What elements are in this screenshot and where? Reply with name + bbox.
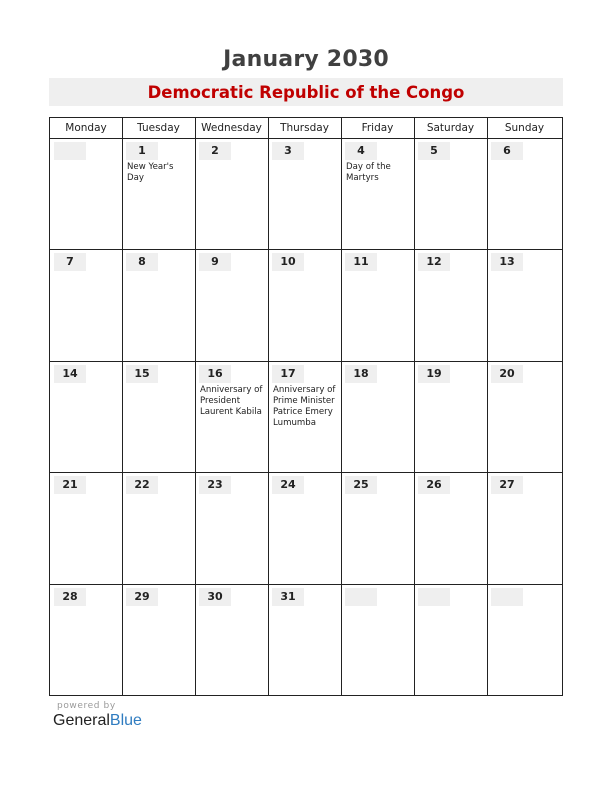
day-cell[interactable] bbox=[122, 473, 195, 584]
day-number-box bbox=[54, 142, 86, 160]
day-number: 8 bbox=[138, 255, 146, 268]
day-cell[interactable] bbox=[414, 585, 487, 696]
day-number: 16 bbox=[207, 367, 223, 380]
day-number: 31 bbox=[280, 590, 296, 603]
day-cell[interactable] bbox=[50, 473, 122, 584]
brand-blue: Blue bbox=[109, 712, 142, 729]
day-number-box bbox=[418, 142, 450, 160]
generalblue-logo[interactable] bbox=[53, 712, 142, 730]
day-cell[interactable] bbox=[341, 585, 414, 696]
calendar-title: January 2030 bbox=[223, 47, 389, 72]
day-number: 26 bbox=[426, 478, 442, 491]
day-number: 17 bbox=[280, 367, 296, 380]
day-number-box bbox=[126, 365, 158, 383]
day-cell[interactable] bbox=[268, 473, 341, 584]
day-number-box bbox=[345, 476, 377, 494]
day-number-box bbox=[272, 142, 304, 160]
day-number: 29 bbox=[134, 590, 150, 603]
day-number-box bbox=[491, 142, 523, 160]
day-cell[interactable] bbox=[50, 362, 122, 473]
day-cell[interactable] bbox=[341, 362, 414, 473]
day-number: 14 bbox=[62, 367, 78, 380]
day-number-box bbox=[491, 476, 523, 494]
day-cell[interactable] bbox=[341, 250, 414, 361]
day-number-box bbox=[199, 253, 231, 271]
day-number: 1 bbox=[138, 144, 146, 157]
day-number: 18 bbox=[353, 367, 369, 380]
country-band bbox=[49, 78, 563, 106]
day-number: 15 bbox=[134, 367, 150, 380]
day-cell[interactable] bbox=[268, 139, 341, 250]
day-cell[interactable] bbox=[268, 250, 341, 361]
day-number-box bbox=[126, 476, 158, 494]
day-number: 27 bbox=[499, 478, 515, 491]
day-number: 30 bbox=[207, 590, 223, 603]
day-number-box bbox=[272, 253, 304, 271]
day-number-box bbox=[126, 142, 158, 160]
day-number-box bbox=[126, 253, 158, 271]
day-number: 11 bbox=[353, 255, 369, 268]
day-cell[interactable] bbox=[195, 250, 268, 361]
day-number-box bbox=[272, 365, 304, 383]
day-number: 9 bbox=[211, 255, 219, 268]
day-number: 7 bbox=[66, 255, 74, 268]
day-number: 5 bbox=[430, 144, 438, 157]
country-name: Democratic Republic of the Congo bbox=[147, 83, 465, 102]
day-cell[interactable] bbox=[122, 139, 195, 250]
day-number-box bbox=[345, 365, 377, 383]
weekday-5: Saturday bbox=[426, 122, 475, 134]
day-cell[interactable] bbox=[122, 585, 195, 696]
day-number: 13 bbox=[499, 255, 515, 268]
day-cell[interactable] bbox=[414, 473, 487, 584]
day-number-box bbox=[272, 476, 304, 494]
day-number: 28 bbox=[62, 590, 78, 603]
powered-by-label: powered by bbox=[57, 701, 116, 711]
day-number bbox=[54, 142, 86, 160]
day-cell[interactable] bbox=[414, 250, 487, 361]
day-cell[interactable] bbox=[341, 473, 414, 584]
day-number: 6 bbox=[503, 144, 511, 157]
day-number-box bbox=[491, 365, 523, 383]
day-cell[interactable] bbox=[268, 585, 341, 696]
day-number: 10 bbox=[280, 255, 296, 268]
day-number bbox=[418, 588, 450, 606]
holiday-label: New Year's Day bbox=[127, 162, 174, 183]
day-cell[interactable] bbox=[122, 250, 195, 361]
weekday-1: Tuesday bbox=[137, 122, 180, 134]
weekday-0: Monday bbox=[65, 122, 107, 134]
day-number-box bbox=[272, 588, 304, 606]
day-cell[interactable] bbox=[487, 139, 562, 250]
day-number: 23 bbox=[207, 478, 223, 491]
day-number-box bbox=[345, 142, 377, 160]
day-cell[interactable] bbox=[487, 250, 562, 361]
day-number-box bbox=[199, 142, 231, 160]
day-number-box bbox=[418, 253, 450, 271]
day-cell[interactable] bbox=[122, 362, 195, 473]
day-number: 3 bbox=[284, 144, 292, 157]
day-cell[interactable] bbox=[487, 362, 562, 473]
day-cell[interactable] bbox=[414, 139, 487, 250]
day-number-box bbox=[54, 588, 86, 606]
day-number-box bbox=[491, 588, 523, 606]
day-cell[interactable] bbox=[50, 585, 122, 696]
day-cell[interactable] bbox=[195, 362, 268, 473]
day-number-box bbox=[418, 588, 450, 606]
holiday-label: Anniversary of President Laurent Kabila bbox=[200, 385, 263, 417]
day-number: 12 bbox=[426, 255, 442, 268]
day-number-box bbox=[345, 253, 377, 271]
day-number-box bbox=[418, 365, 450, 383]
day-number-box bbox=[126, 588, 158, 606]
day-number-box bbox=[54, 476, 86, 494]
day-cell[interactable] bbox=[195, 473, 268, 584]
day-number: 21 bbox=[62, 478, 78, 491]
day-number: 22 bbox=[134, 478, 150, 491]
day-cell[interactable] bbox=[341, 139, 414, 250]
day-number bbox=[345, 588, 377, 606]
day-number: 20 bbox=[499, 367, 515, 380]
day-number-box bbox=[345, 588, 377, 606]
day-number-box bbox=[199, 476, 231, 494]
day-number: 24 bbox=[280, 478, 296, 491]
day-cell[interactable] bbox=[195, 585, 268, 696]
weekday-3: Thursday bbox=[280, 122, 329, 134]
brand-general: General bbox=[53, 712, 110, 729]
day-number-box bbox=[199, 588, 231, 606]
day-cell[interactable] bbox=[50, 250, 122, 361]
day-cell[interactable] bbox=[487, 473, 562, 584]
day-number bbox=[491, 588, 523, 606]
day-cell[interactable] bbox=[50, 139, 122, 250]
day-number-box bbox=[418, 476, 450, 494]
weekday-6: Sunday bbox=[504, 122, 545, 134]
day-number-box bbox=[54, 365, 86, 383]
day-number-box bbox=[491, 253, 523, 271]
calendar-grid bbox=[49, 117, 563, 696]
day-cell[interactable] bbox=[195, 139, 268, 250]
weekday-4: Friday bbox=[361, 122, 394, 134]
day-number-box bbox=[54, 253, 86, 271]
weekday-header-row bbox=[50, 118, 562, 139]
day-cell[interactable] bbox=[487, 585, 562, 696]
day-cell[interactable] bbox=[414, 362, 487, 473]
weekday-2: Wednesday bbox=[201, 122, 262, 134]
holiday-label: Day of the Martyrs bbox=[346, 162, 391, 183]
holiday-label: Anniversary of Prime Minister Patrice Emery Lumumba bbox=[273, 385, 336, 428]
day-number: 4 bbox=[357, 144, 365, 157]
day-number-box bbox=[199, 365, 231, 383]
day-number: 2 bbox=[211, 144, 219, 157]
day-number: 25 bbox=[353, 478, 369, 491]
day-cell[interactable] bbox=[268, 362, 341, 473]
day-number: 19 bbox=[426, 367, 442, 380]
